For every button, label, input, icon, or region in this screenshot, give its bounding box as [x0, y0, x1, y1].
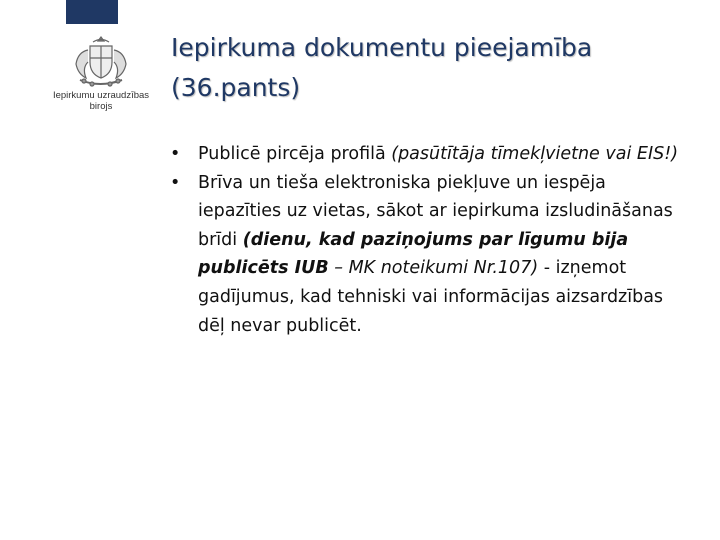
- bullet-marker: •: [170, 172, 181, 193]
- bullet-marker: •: [170, 144, 181, 164]
- bullet-1-italic-text: (pasūtītāja tīmekļvietne vai EIS!): [391, 144, 679, 164]
- logo-caption-line2: birojs: [89, 101, 113, 112]
- bullet-item-2: [170, 169, 690, 341]
- top-accent-bar: [66, 0, 118, 24]
- bullet-2-italic-text: – MK noteikumi Nr.107): [328, 258, 539, 279]
- slide-title-line1: Iepirkuma dokumentu pieejamība: [171, 33, 593, 62]
- bullet-list: [170, 140, 690, 340]
- logo-caption-line1: Iepirkumu uzraudzības: [52, 90, 150, 101]
- bullet-2-end-text: - izņemot gadījumus, kad tehniski vai informācijas aizsardzības dēļ nevar publicēt.: [198, 258, 664, 336]
- bullet-2-bold-italic-text: (dienu, kad paziņojums par līgumu bija publicēts IUB: [198, 229, 629, 279]
- bullet-1-text: Publicē pircēja profilā: [198, 144, 392, 164]
- organization-logo: [40, 34, 162, 120]
- slide-title: [171, 28, 711, 108]
- bullet-2-text: Brīva un tieša elektroniska piekļuve un iespēja iepazīties uz vietas, sākot ar iepirkuma izsludināšanas brīdi: [198, 172, 673, 250]
- slide-title-line2: (36.pants): [171, 73, 301, 102]
- logo-caption: [40, 90, 162, 112]
- coat-of-arms-icon: [66, 34, 136, 90]
- bullet-item-1: [170, 140, 690, 169]
